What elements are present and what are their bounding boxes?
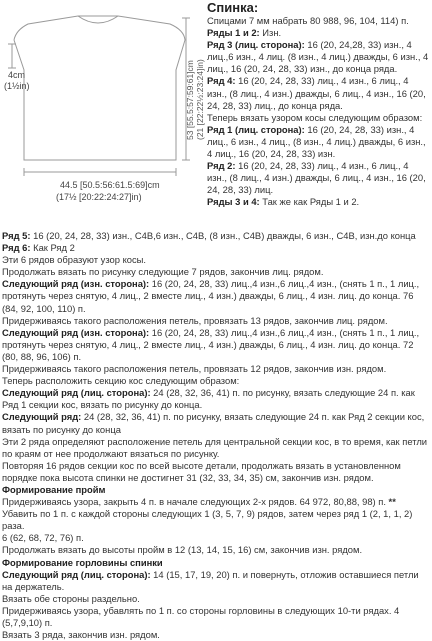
row-label: Ряды 3 и 4: bbox=[207, 196, 260, 208]
garment-schematic bbox=[0, 0, 210, 228]
note-marker: ** bbox=[385, 496, 396, 508]
neckline-section-heading: Формирование горловины спинки bbox=[2, 556, 163, 568]
row-text: Так же как Ряды 1 и 2. bbox=[259, 196, 360, 208]
row-5 bbox=[2, 230, 430, 242]
next-row-4 bbox=[2, 411, 430, 435]
row-label: Ряд 2: bbox=[207, 160, 236, 172]
paragraph: 6 (62, 68, 72, 76) п. bbox=[2, 532, 84, 544]
row-label: Ряды 1 и 2: bbox=[207, 27, 260, 39]
next-row-2 bbox=[2, 327, 430, 363]
row-text: 16 (20, 24, 28, 33) лиц., 4 изн., 6 лиц., 4 изн., (8 лиц., 4 изн.) дважды, 6 лиц., 4 изн., 16 (20, 24, 28, 33) лиц. bbox=[207, 160, 426, 196]
height-label: 53 [55.5:57:59:61]cm bbox=[185, 60, 195, 140]
paragraph: Убавить по 1 п. с каждой стороны следующих 1 (3, 5, 7, 9) рядов, затем через ряд 1 (2, 1, 1, 2) раза. bbox=[2, 508, 413, 532]
height-label-in: (21 [22:22½:23:24]in) bbox=[195, 59, 205, 140]
cable-row-1 bbox=[207, 124, 429, 160]
row-text: Изн. bbox=[259, 27, 282, 39]
width-label-in: (17½ [20:22:24:27]in) bbox=[56, 192, 142, 202]
paragraph bbox=[2, 496, 430, 508]
row-text: 16 (20, 24, 28, 33) изн., 4 лиц., 6 изн., 4 лиц., (8 изн., 4 лиц.) дважды, 6 изн., 4 лиц., 16 (20, 24, 28, 33) изн. bbox=[207, 123, 426, 160]
paragraph: Вязать 3 ряда, закончив изн. рядом. bbox=[2, 629, 160, 641]
width-label: 44.5 [50.5:56:61.5:69]cm bbox=[60, 180, 160, 190]
row-label: Ряд 3 (лиц. сторона): bbox=[207, 39, 305, 51]
row-label: Следующий ряд (лиц. сторона): bbox=[2, 387, 151, 399]
paragraph: Придерживаясь такого расположения петель, провязать 12 рядов, закончив изн. рядом. bbox=[2, 363, 387, 375]
row-label: Следующий ряд (изн. сторона): bbox=[2, 326, 150, 338]
paragraph: Повторяя 16 рядов секции кос по всей высоте детали, продолжать вязать в установленном порядке пока высота спинки не достигнет 31 (32, 33, 34, 35) см, закончив изн. рядом. bbox=[2, 459, 401, 483]
row-label: Ряд 5: bbox=[2, 230, 31, 241]
row-text: 16 (20, 24, 28, 33) лиц.,4 изн.,6 лиц.,4 изн., (снять 1 п., 1 лиц., протянуть через снятую, 4 лиц., 2 вместе лиц., 4 изн.) дважды, 6 лиц., 4 изн. лиц. до конца. 76 (84, 92, 100, 110) п. bbox=[2, 278, 420, 314]
row-text: 16 (20, 24, 28, 33) изн., С4В,6 изн., С4В, (8 изн., С4В) дважды, 6 изн., С4В, изн.до конца bbox=[30, 230, 416, 241]
row-label: Следующий ряд (изн. сторона): bbox=[2, 278, 150, 290]
next-row-5 bbox=[2, 569, 430, 593]
paragraph: Теперь расположить секцию кос следующим образом: bbox=[2, 375, 240, 387]
next-row-1 bbox=[2, 278, 430, 314]
row-label: Ряд 1 (лиц. сторона): bbox=[207, 123, 305, 135]
row-6 bbox=[2, 242, 430, 254]
row-label: Ряд 6: bbox=[2, 242, 31, 254]
side-label: 4cm bbox=[8, 70, 26, 80]
paragraph: Вязать обе стороны раздельно. bbox=[2, 592, 140, 604]
side-label-in: (1½in) bbox=[4, 81, 30, 91]
next-row-3 bbox=[2, 387, 430, 411]
row-4 bbox=[207, 75, 429, 111]
row-label: Следующий ряд (лиц. сторона): bbox=[2, 568, 151, 580]
paragraph: Эти 6 рядов образуют узор косы. bbox=[2, 254, 147, 266]
cast-on-text: Спицами 7 мм набрать 80 988, 96, 104, 114) п. bbox=[207, 15, 409, 26]
row-text: 24 (28, 32, 36, 41) п. по рисунку, вязать следующие 24 п. как Ряд 2 секции кос, вязать по рисунку до конца bbox=[2, 411, 425, 435]
cable-rows-3-4 bbox=[207, 196, 429, 208]
paragraph: Эти 2 ряда определяют расположение петель для центральной секции кос, в то время, как петли по краям от нее продолжают вязаться по рисунку. bbox=[2, 435, 428, 459]
pattern-body bbox=[2, 230, 430, 641]
paragraph-text: Придерживаясь узора, закрыть 4 п. в начале следующих 2-х рядов. 64 972, 80,88, 98) п. bbox=[2, 496, 386, 508]
row-text: 14 (15, 17, 19, 20) п. и повернуть, отложив оставшиеся петли на держатель. bbox=[2, 568, 419, 592]
section-title: Спинка: bbox=[207, 0, 259, 15]
paragraph: Придерживаясь такого расположения петель, провязать 13 рядов, закончив лиц. рядом. bbox=[2, 314, 388, 326]
rows-1-2 bbox=[207, 27, 429, 39]
paragraph: Продолжать вязать до высоты пройм в 12 (13, 14, 15, 16) см, закончив изн. рядом. bbox=[2, 544, 363, 556]
paragraph: Придерживаясь узора, убавлять по 1 п. со стороны горловины в следующих 10-ти рядах. 4 (5,7,9,10) п. bbox=[2, 604, 400, 628]
cable-row-2 bbox=[207, 160, 429, 196]
paragraph: Продолжать вязать по рисунку следующие 7 рядов, закончив лиц. рядом. bbox=[2, 266, 324, 278]
row-label: Ряд 4: bbox=[207, 75, 236, 87]
row-label: Следующий ряд: bbox=[2, 411, 82, 423]
pattern-header-column bbox=[207, 0, 429, 209]
row-text: 16 (20, 24, 28, 33) лиц.,4 изн.,6 лиц.,4 изн., (снять 1 п., 1 лиц., протянуть через снятую, 4 лиц., 2 вместе лиц., 4 изн.) дважды, 6 лиц., 4 изн. лиц. до конца. 72 (80, 88, 96, 106) п. bbox=[2, 326, 420, 362]
row-text: 24 (28, 32, 36, 41) п. по рисунку, вязать следующие 24 п. как Ряд 1 секции кос, вязать по рисунку до конца. bbox=[2, 387, 415, 411]
row-text: 16 (20, 24,28, 33) изн., 4 лиц.,6 изн., 4 лиц. (8 изн., 4 лиц.) дважды, 6 изн., 4 лиц., 16 (20, 24, 28, 33) изн., до конца ряда. bbox=[207, 39, 429, 75]
cable-intro: Теперь вязать узором косы следующим образом: bbox=[207, 111, 423, 123]
row-text: Как Ряд 2 bbox=[30, 242, 75, 254]
armhole-section-heading: Формирование пройм bbox=[2, 483, 106, 495]
row-3 bbox=[207, 39, 429, 75]
row-text: 16 (20, 24, 28, 33) лиц., 4 изн., 6 лиц., 4 изн., (8 лиц., 4 изн.) дважды, 6 лиц., 4 изн., 16 (20, 24, 28, 33) лиц., до конца ряда. bbox=[207, 75, 426, 111]
